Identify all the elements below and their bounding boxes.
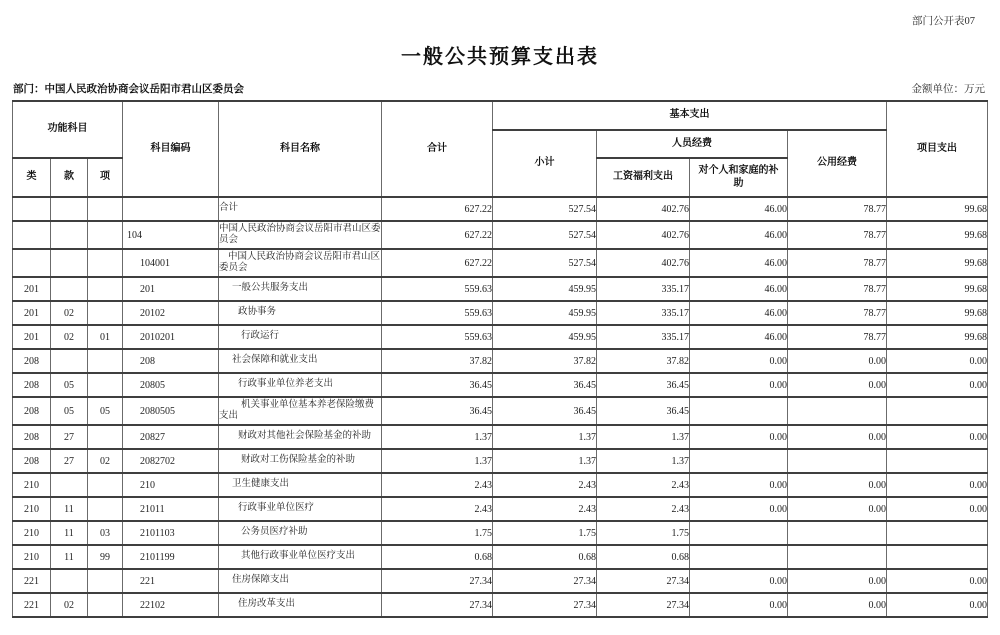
cell-basic-subtotal: 0.68 [493,545,597,569]
cell-class-code [13,221,51,249]
cell-section-code [51,349,88,373]
cell-project-expenditure: 99.68 [887,197,988,221]
cell-subject-name: 政协事务 [219,301,382,325]
cell-section-code: 02 [51,593,88,617]
cell-item-code: 05 [88,397,123,425]
cell-section-code [51,221,88,249]
cell-subject-name: 其他行政事业单位医疗支出 [219,545,382,569]
department-label: 部门：中国人民政治协商会议岳阳市君山区委员会 [13,83,244,95]
cell-class-code: 221 [13,569,51,593]
table-row [13,449,988,473]
cell-total: 1.37 [382,449,493,473]
cell-project-expenditure: 99.68 [887,277,988,301]
cell-item-code [88,197,123,221]
cell-basic-subtotal: 527.54 [493,249,597,277]
table-row [13,249,988,277]
amount-unit-label: 金额单位：万元 [911,84,985,95]
cell-item-code [88,249,123,277]
cell-subject-code: 2101199 [123,545,219,569]
cell-personal-family-subsidy: 46.00 [690,197,788,221]
cell-personal-family-subsidy: 46.00 [690,301,788,325]
cell-personal-family-subsidy: 0.00 [690,569,788,593]
cell-subject-name: 住房保障支出 [219,569,382,593]
header-salary-welfare: 工资福利支出 [597,158,690,197]
cell-subject-code: 104001 [123,249,219,277]
cell-basic-subtotal: 2.43 [493,473,597,497]
cell-section-code [51,277,88,301]
header-subject-code: 科目编码 [123,101,219,197]
table-row [13,497,988,521]
cell-total: 37.82 [382,349,493,373]
cell-public-funds: 78.77 [788,221,887,249]
cell-class-code: 221 [13,593,51,617]
cell-section-code [51,473,88,497]
cell-salary-welfare: 27.34 [597,593,690,617]
cell-class-code: 210 [13,521,51,545]
cell-section-code: 02 [51,301,88,325]
cell-total: 559.63 [382,325,493,349]
budget-expenditure-table [12,100,988,618]
header-personal-family-subsidy: 对个人和家庭的补助 [690,158,788,197]
table-row [13,277,988,301]
cell-total: 1.75 [382,521,493,545]
cell-salary-welfare: 2.43 [597,497,690,521]
cell-section-code: 11 [51,497,88,521]
cell-class-code [13,249,51,277]
cell-personal-family-subsidy: 0.00 [690,473,788,497]
cell-personal-family-subsidy: 46.00 [690,325,788,349]
table-row [13,221,988,249]
cell-item-code [88,473,123,497]
cell-salary-welfare: 36.45 [597,373,690,397]
cell-subject-name: 公务员医疗补助 [219,521,382,545]
cell-class-code: 210 [13,473,51,497]
table-row [13,373,988,397]
cell-total: 2.43 [382,497,493,521]
table-row [13,473,988,497]
table-row [13,593,988,617]
table-row [13,349,988,373]
cell-project-expenditure: 0.00 [887,425,988,449]
cell-subject-name: 合计 [219,197,382,221]
cell-class-code: 201 [13,301,51,325]
cell-item-code: 01 [88,325,123,349]
cell-class-code: 208 [13,373,51,397]
cell-salary-welfare: 27.34 [597,569,690,593]
table-row [13,425,988,449]
cell-subject-code: 22102 [123,593,219,617]
table-body [13,197,988,617]
cell-subject-name: 中国人民政治协商会议岳阳市君山区委员会 [219,249,382,277]
cell-project-expenditure: 0.00 [887,593,988,617]
cell-project-expenditure [887,521,988,545]
cell-item-code [88,593,123,617]
cell-project-expenditure: 99.68 [887,249,988,277]
cell-basic-subtotal: 36.45 [493,397,597,425]
cell-subject-code: 2010201 [123,325,219,349]
cell-class-code: 201 [13,277,51,301]
cell-salary-welfare: 335.17 [597,325,690,349]
cell-subject-name: 社会保障和就业支出 [219,349,382,373]
table-row [13,397,988,425]
table-row [13,197,988,221]
cell-salary-welfare: 1.37 [597,425,690,449]
cell-public-funds: 0.00 [788,569,887,593]
cell-subject-code: 2080505 [123,397,219,425]
header-project-expenditure: 项目支出 [887,101,988,197]
table-row [13,325,988,349]
cell-class-code: 208 [13,425,51,449]
cell-total: 36.45 [382,373,493,397]
cell-total: 627.22 [382,197,493,221]
cell-subject-code: 2082702 [123,449,219,473]
cell-subject-code: 21011 [123,497,219,521]
cell-salary-welfare: 335.17 [597,277,690,301]
cell-personal-family-subsidy: 46.00 [690,249,788,277]
cell-subject-name: 行政运行 [219,325,382,349]
cell-total: 559.63 [382,277,493,301]
cell-class-code: 210 [13,497,51,521]
cell-basic-subtotal: 36.45 [493,373,597,397]
cell-total: 0.68 [382,545,493,569]
cell-salary-welfare: 1.75 [597,521,690,545]
cell-subject-code [123,197,219,221]
cell-section-code [51,569,88,593]
cell-subject-code: 20805 [123,373,219,397]
cell-public-funds [788,397,887,425]
cell-section-code [51,197,88,221]
cell-public-funds: 78.77 [788,197,887,221]
cell-basic-subtotal: 1.75 [493,521,597,545]
cell-project-expenditure: 0.00 [887,349,988,373]
cell-public-funds: 0.00 [788,473,887,497]
cell-total: 559.63 [382,301,493,325]
cell-subject-name: 财政对其他社会保险基金的补助 [219,425,382,449]
cell-subject-name: 行政事业单位养老支出 [219,373,382,397]
cell-item-code [88,349,123,373]
cell-salary-welfare: 402.76 [597,197,690,221]
cell-section-code: 02 [51,325,88,349]
cell-personal-family-subsidy: 46.00 [690,221,788,249]
cell-public-funds: 78.77 [788,301,887,325]
cell-total: 627.22 [382,221,493,249]
cell-basic-subtotal: 527.54 [493,197,597,221]
cell-subject-name: 中国人民政治协商会议岳阳市君山区委员会 [219,221,382,249]
cell-project-expenditure: 99.68 [887,221,988,249]
cell-item-code [88,569,123,593]
header-functional-subject: 功能科目 [13,101,123,158]
cell-subject-code: 104 [123,221,219,249]
cell-basic-subtotal: 459.95 [493,277,597,301]
cell-salary-welfare: 37.82 [597,349,690,373]
cell-project-expenditure: 0.00 [887,497,988,521]
cell-class-code: 208 [13,397,51,425]
cell-subject-code: 221 [123,569,219,593]
cell-subject-code: 208 [123,349,219,373]
header-subtotal: 小计 [493,130,597,197]
cell-personal-family-subsidy: 0.00 [690,373,788,397]
cell-public-funds [788,545,887,569]
cell-salary-welfare: 402.76 [597,249,690,277]
cell-personal-family-subsidy [690,545,788,569]
cell-personal-family-subsidy [690,449,788,473]
cell-section-code: 27 [51,449,88,473]
cell-public-funds [788,521,887,545]
cell-basic-subtotal: 27.34 [493,593,597,617]
cell-item-code [88,425,123,449]
header-total: 合计 [382,101,493,197]
cell-subject-code: 20827 [123,425,219,449]
table-row [13,545,988,569]
cell-salary-welfare: 402.76 [597,221,690,249]
cell-subject-code: 20102 [123,301,219,325]
cell-salary-welfare: 2.43 [597,473,690,497]
cell-personal-family-subsidy [690,521,788,545]
cell-total: 627.22 [382,249,493,277]
cell-project-expenditure: 0.00 [887,569,988,593]
cell-section-code: 27 [51,425,88,449]
cell-subject-name: 行政事业单位医疗 [219,497,382,521]
cell-salary-welfare: 335.17 [597,301,690,325]
cell-project-expenditure: 0.00 [887,373,988,397]
cell-basic-subtotal: 527.54 [493,221,597,249]
cell-project-expenditure: 99.68 [887,325,988,349]
cell-basic-subtotal: 37.82 [493,349,597,373]
cell-class-code: 210 [13,545,51,569]
table-row [13,569,988,593]
header-item: 项 [88,158,123,197]
header-class: 类 [13,158,51,197]
cell-public-funds: 78.77 [788,277,887,301]
cell-public-funds: 0.00 [788,593,887,617]
cell-public-funds: 78.77 [788,325,887,349]
cell-basic-subtotal: 2.43 [493,497,597,521]
cell-item-code [88,301,123,325]
cell-subject-name: 财政对工伤保险基金的补助 [219,449,382,473]
cell-subject-name: 机关事业单位基本养老保险缴费支出 [219,397,382,425]
cell-public-funds: 0.00 [788,373,887,397]
cell-project-expenditure [887,397,988,425]
cell-item-code [88,277,123,301]
cell-section-code: 05 [51,373,88,397]
cell-basic-subtotal: 459.95 [493,301,597,325]
cell-subject-name: 一般公共服务支出 [219,277,382,301]
cell-project-expenditure [887,449,988,473]
cell-personal-family-subsidy: 46.00 [690,277,788,301]
table-row [13,521,988,545]
cell-project-expenditure: 99.68 [887,301,988,325]
cell-salary-welfare: 1.37 [597,449,690,473]
cell-section-code: 11 [51,545,88,569]
table-row [13,301,988,325]
cell-subject-code: 210 [123,473,219,497]
cell-public-funds: 0.00 [788,425,887,449]
cell-project-expenditure [887,545,988,569]
header-public-funds: 公用经费 [788,130,887,197]
cell-class-code: 201 [13,325,51,349]
cell-personal-family-subsidy: 0.00 [690,349,788,373]
cell-total: 36.45 [382,397,493,425]
cell-subject-name: 卫生健康支出 [219,473,382,497]
cell-section-code [51,249,88,277]
cell-project-expenditure: 0.00 [887,473,988,497]
cell-item-code [88,497,123,521]
cell-class-code: 208 [13,349,51,373]
cell-basic-subtotal: 27.34 [493,569,597,593]
cell-personal-family-subsidy [690,397,788,425]
cell-item-code: 99 [88,545,123,569]
cell-item-code: 03 [88,521,123,545]
cell-section-code: 05 [51,397,88,425]
cell-personal-family-subsidy: 0.00 [690,497,788,521]
cell-basic-subtotal: 459.95 [493,325,597,349]
cell-public-funds [788,449,887,473]
cell-public-funds: 78.77 [788,249,887,277]
header-basic-expenditure: 基本支出 [493,101,887,130]
cell-personal-family-subsidy: 0.00 [690,425,788,449]
cell-subject-code: 201 [123,277,219,301]
cell-basic-subtotal: 1.37 [493,425,597,449]
cell-subject-code: 2101103 [123,521,219,545]
cell-section-code: 11 [51,521,88,545]
cell-total: 27.34 [382,569,493,593]
header-personnel-funds: 人员经费 [597,130,788,158]
cell-salary-welfare: 0.68 [597,545,690,569]
cell-salary-welfare: 36.45 [597,397,690,425]
cell-item-code: 02 [88,449,123,473]
form-number-label: 部门公开表07 [912,16,975,27]
cell-basic-subtotal: 1.37 [493,449,597,473]
cell-personal-family-subsidy: 0.00 [690,593,788,617]
cell-public-funds: 0.00 [788,497,887,521]
page-title: 一般公共预算支出表 [401,46,599,68]
cell-class-code [13,197,51,221]
header-subject-name: 科目名称 [219,101,382,197]
cell-public-funds: 0.00 [788,349,887,373]
cell-item-code [88,221,123,249]
cell-total: 1.37 [382,425,493,449]
cell-subject-name: 住房改革支出 [219,593,382,617]
cell-total: 27.34 [382,593,493,617]
header-section: 款 [51,158,88,197]
cell-class-code: 208 [13,449,51,473]
cell-item-code [88,373,123,397]
cell-total: 2.43 [382,473,493,497]
